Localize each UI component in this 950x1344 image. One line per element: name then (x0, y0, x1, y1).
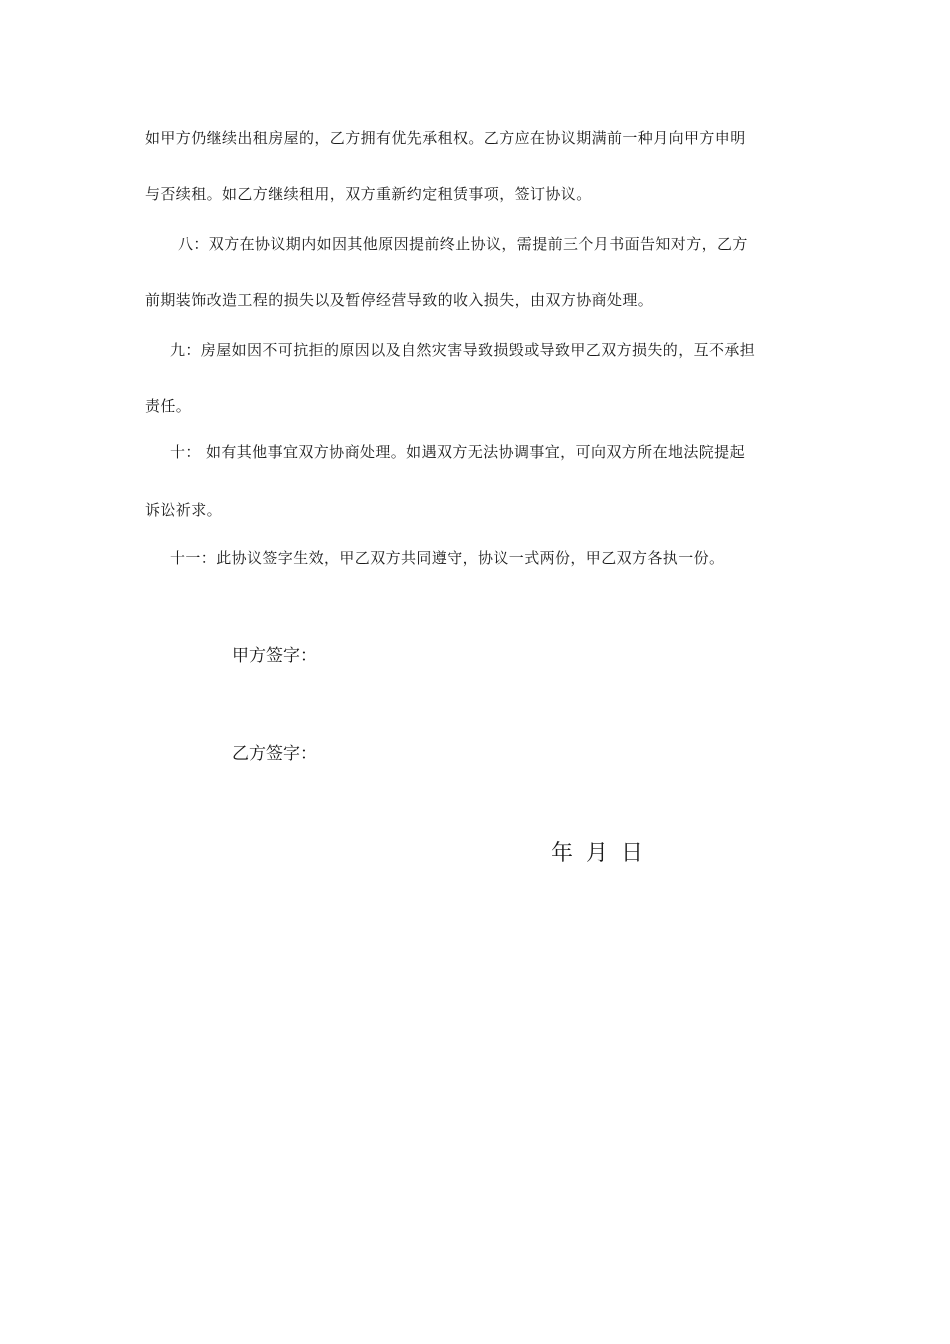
clause-nine-line-2: 责任。 (145, 397, 192, 415)
party-b-signature-label: 乙方签字： (232, 744, 317, 764)
clause-ten-line-2: 诉讼祈求。 (145, 501, 223, 519)
party-a-signature-label: 甲方签字： (232, 646, 317, 666)
clause-eleven-line: 十一：此协议签字生效，甲乙双方共同遵守，协议一式两份，甲乙双方各执一份。 (170, 549, 725, 567)
clause-nine-line-1: 九：房屋如因不可抗拒的原因以及自然灾害导致损毁或导致甲乙双方损失的，互不承担 (170, 341, 756, 359)
clause-seven-continued-line-1: 如甲方仍继续出租房屋的，乙方拥有优先承租权。乙方应在协议期满前一种月向甲方申明 (145, 129, 746, 147)
date-line: 年 月 日 (551, 841, 643, 866)
clause-eight-line-1: 八：双方在协议期内如因其他原因提前终止协议，需提前三个月书面告知对方，乙方 (178, 235, 748, 253)
clause-seven-continued-line-2: 与否续租。如乙方继续租用，双方重新约定租赁事项，签订协议。 (145, 185, 592, 203)
clause-eight-line-2: 前期装饰改造工程的损失以及暂停经营导致的收入损失，由双方协商处理。 (145, 291, 654, 309)
clause-ten-line-1: 十： 如有其他事宜双方协商处理。如遇双方无法协调事宜，可向双方所在地法院提起 (170, 443, 745, 461)
